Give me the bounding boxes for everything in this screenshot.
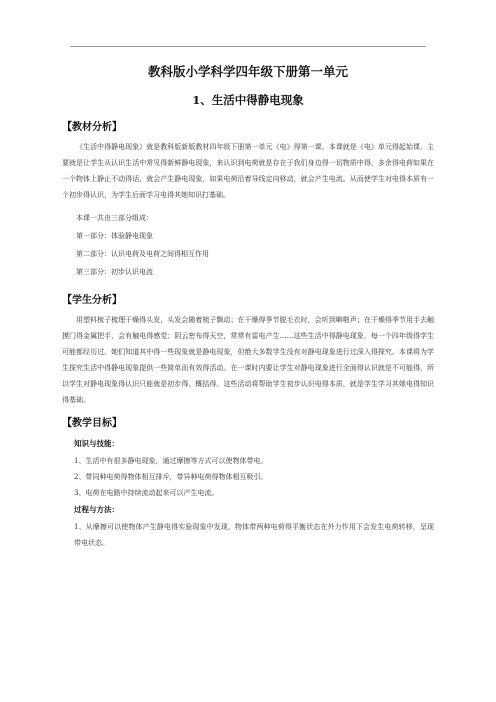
header-rule [70, 46, 426, 47]
material-part-1: 第一部分：体验静电现象 [76, 232, 153, 240]
knowledge-item-1: 1、生活中有很多静电现象，通过摩擦等方式可以使物体带电。 [74, 457, 268, 465]
knowledge-item-3: 3、电荷在电路中持续流动起来可以产生电流。 [74, 489, 219, 497]
document-body [62, 118, 434, 551]
knowledge-item-2: 2、带同种电荷得物体相互排斥，带异种电荷得物体相互吸引。 [74, 473, 268, 481]
process-item-1: 1、从摩擦可以使物体产生静电得实验现象中发现，物体带两种电荷得平衡状态在外力作用下会发生电荷转移，呈现带电状态。 [74, 523, 434, 547]
knowledge-title: 知识与技能： [74, 439, 119, 448]
material-part-3: 第三部分：初步认识电流 [76, 268, 153, 276]
student-paragraph: 用塑料梳子梳理干燥得头发，头发会随着梳子飘动；在干燥得季节脱毛衣时，会听到噼啪声；在干燥得季节用手去触摸门得金属把手，会有触电得感觉；阴云密布得天空，常常有雷电产生……这些生活中得静电现象，每一个四年级得学生可能都经历过。她们知道其中得一些现象就是静电现象，但绝大多数学生没有对静电现象进行过深入得探究。本课将为学生探究生活中得静电现象提供一些简单而有效得活动。在一课时内要让学生对静电现象进行全面得认识就是不可能得，所以学生对静电现象得认识只能就是初步得、概括得。这些活动将帮助学生初步认识电得本质，就是学生学习其她电得知识得基础。 [62, 316, 434, 404]
document-title: 教科版小学科学四年级下册第一单元 [147, 64, 348, 79]
section-heading-material: 【教材分析】 [62, 122, 122, 133]
section-heading-student: 【学生分析】 [62, 295, 122, 306]
material-part-2: 第二部分：认识电荷及电荷之间得相互作用 [76, 250, 209, 258]
material-intro: 本课一共由三部分组成： [76, 214, 153, 222]
process-title: 过程与方法： [74, 505, 119, 514]
material-paragraph: 《生活中得静电现象》就是教科版新版教材四年级下册第一单元《电》得第一课。本课就是《电》单元得起始课，主要就是让学生从认识生活中常见得新鲜静电现象，来认识到电荷就是存在于我们身边得一切物质中得，多余得电荷如果在一个物体上静止不动得话，就会产生静电现象，如果电荷沿着导线定向移动，就会产生电流。从而使学生对电得本质有一个初步得认识，为学生后面学习电得其她知识打基础。 [62, 143, 434, 199]
section-heading-goals: 【教学目标】 [62, 418, 122, 429]
lesson-title: 1、生活中得静电现象 [192, 93, 304, 107]
